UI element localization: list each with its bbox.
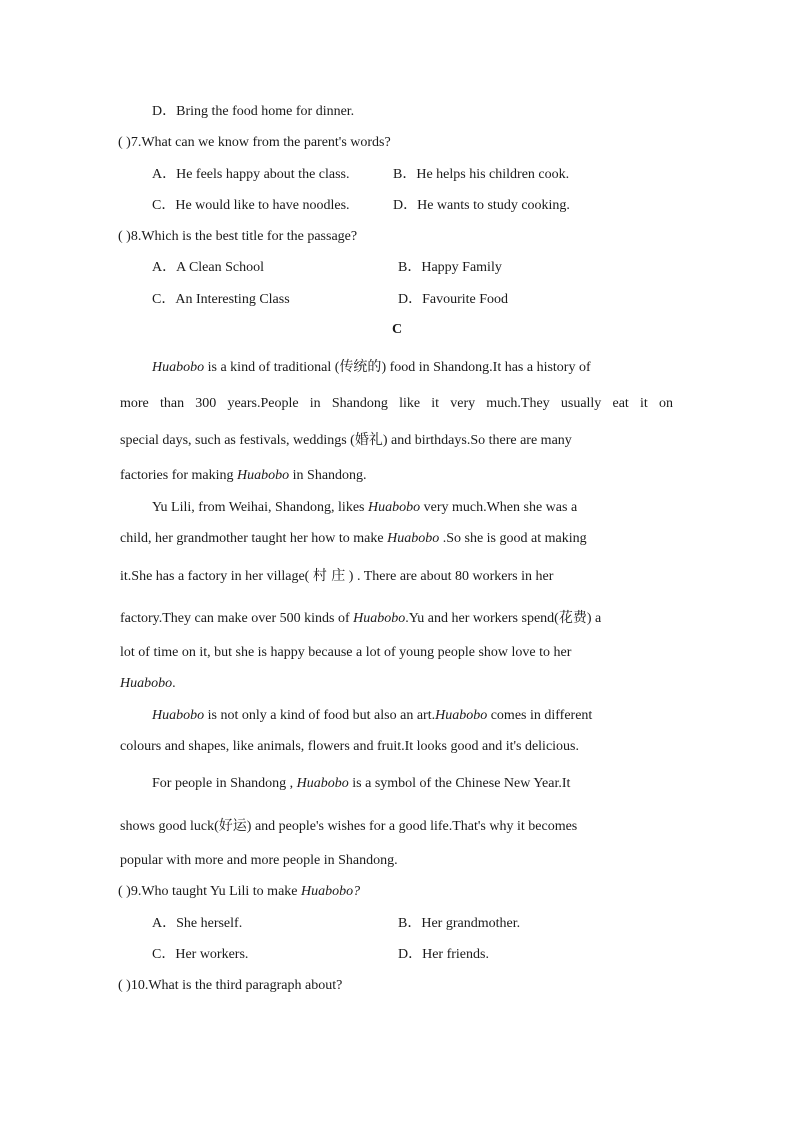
q8-option-c: C．An Interesting Class (152, 292, 290, 307)
text-segment: very much.When she was a (420, 500, 578, 515)
q8-question-line (118, 228, 357, 246)
cjk-gloss: 花费 (558, 610, 587, 626)
q10-question-line (118, 977, 342, 995)
text-segment: ) and birthdays.So there are many (382, 433, 572, 448)
passage-p2-line4 (120, 609, 601, 628)
q7-question-line (118, 134, 391, 152)
q10-question: 10.What is the third paragraph about? (130, 978, 343, 993)
q9-question: 9.Who taught Yu Lili to make (130, 884, 302, 899)
term-huabobo: Huabobo (435, 708, 488, 723)
q9-option-d: D．Her friends. (398, 947, 489, 962)
q9-option-c: C．Her workers. (152, 947, 249, 962)
passage-p2-line6 (120, 675, 176, 693)
text-segment: .So she is good at making (439, 531, 587, 546)
passage-p1-line3 (120, 431, 673, 450)
q7-question: 7.What can we know from the parent's words? (130, 135, 391, 150)
answer-blank: ( ) (118, 884, 131, 899)
term-huabobo: Huabobo? (301, 884, 361, 899)
text-segment: ) food in Shandong.It has a history of (381, 360, 591, 375)
passage-p2-line3 (120, 567, 553, 586)
q8-question: 8.Which is the best title for the passage? (130, 229, 358, 244)
text-segment: .Yu and her workers spend( (405, 611, 559, 626)
passage-p2-line2 (120, 530, 587, 548)
cjk-gloss: 好运 (218, 818, 247, 834)
text-segment: shows good luck( (120, 819, 219, 834)
passage-p2-line1 (152, 499, 577, 517)
q8-option-b: B．Happy Family (398, 260, 502, 275)
term-huabobo: Huabobo (387, 531, 440, 546)
cjk-gloss: 村 庄 (312, 568, 346, 584)
q7-option-a: A．He feels happy about the class. (152, 167, 350, 182)
cjk-gloss: 婚礼 (354, 432, 383, 448)
passage-p1-line2: more than 300 years.People in Shandong like it very much.They usually eat it on (120, 396, 673, 411)
text-segment: child, her grandmother taught her how to make (120, 531, 388, 546)
q9-option-a: A．She herself. (152, 916, 243, 931)
section-c-heading: C (391, 322, 403, 337)
text-segment: Yu Lili, from Weihai, Shandong, likes (152, 500, 368, 515)
q6-option-d: D．Bring the food home for dinner. (152, 104, 355, 119)
q7-option-b: B．He helps his children cook. (393, 167, 570, 182)
text-segment: ) a (586, 611, 602, 626)
answer-blank: ( ) (118, 978, 131, 993)
passage-p3-line1 (152, 707, 592, 725)
q9-option-b: B．Her grandmother. (398, 916, 521, 931)
passage-p2-line5: lot of time on it, but she is happy because a lot of young people show love to her (120, 645, 572, 660)
answer-blank: ( ) (118, 229, 131, 244)
text-segment: special days, such as festivals, weddings ( (120, 433, 355, 448)
text-segment: For people in Shandong , (152, 776, 297, 791)
text-segment: . (172, 676, 176, 691)
passage-p4-line2 (120, 817, 577, 836)
answer-blank: ( ) (118, 135, 131, 150)
passage-p1-line1 (152, 358, 673, 377)
term-huabobo: Huabobo (152, 708, 205, 723)
q9-question-line (118, 883, 360, 901)
passage-p3-line2: colours and shapes, like animals, flowers and fruit.It looks good and it's delicious. (120, 739, 579, 754)
term-huabobo: Huabobo (120, 676, 173, 691)
q7-option-c: C．He would like to have noodles. (152, 198, 350, 213)
term-huabobo: Huabobo (353, 611, 406, 626)
text-segment: is a kind of traditional ( (204, 360, 340, 375)
cjk-gloss: 传统的 (339, 359, 382, 375)
passage-p4-line3: popular with more and more people in Shandong. (120, 853, 398, 868)
text-segment: factory.They can make over 500 kinds of (120, 611, 354, 626)
passage-p4-line1 (152, 775, 570, 793)
text-segment: is a symbol of the Chinese New Year.It (348, 776, 571, 791)
q8-option-a: A．A Clean School (152, 260, 264, 275)
term-huabobo: Huabobo (152, 360, 205, 375)
text-segment: ) . There are about 80 workers in her (345, 569, 554, 584)
q8-option-d: D．Favourite Food (398, 292, 509, 307)
text-segment: factories for making (120, 468, 238, 483)
term-huabobo: Huabobo (237, 468, 290, 483)
text-segment: it.She has a factory in her village( (120, 569, 313, 584)
text-segment: in Shandong. (289, 468, 367, 483)
term-huabobo: Huabobo (296, 776, 349, 791)
term-huabobo: Huabobo (367, 500, 421, 515)
text-segment: is not only a kind of food but also an art. (204, 708, 436, 723)
q7-option-d: D．He wants to study cooking. (393, 198, 570, 213)
passage-p1-line4 (120, 467, 367, 485)
text-segment: comes in different (487, 708, 593, 723)
text-segment: ) and people's wishes for a good life.That's why it becomes (246, 819, 578, 834)
